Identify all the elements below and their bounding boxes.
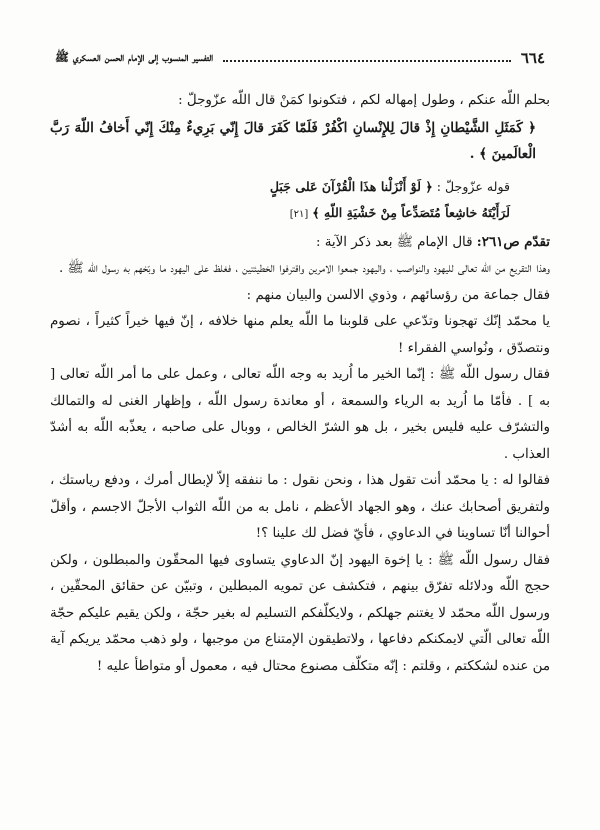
running-header [55,44,545,72]
verse-line-1 [50,174,550,201]
header-dotted-rule [223,54,511,62]
quran-quote: ﴿ كَمَثَلِ الشَّيْطانِ إِذْ قالَ لِلإِنْسانِ اكْفُرْ فَلَمّا كَفَرَ قالَ إِنّي بَرِيءٌ مِنْكَ إِنّي أَخافُ اللّهَ رَبَّ الْعالَمينَ ﴾ . [50,119,536,162]
paragraph-5: فقالوا له : يا محمّد أنت تقول هذا ، ونحن نقول : ما ننفقه إلاّ لإبطال أمرك ، ودفع رياستك ، ولتفريق أصحابك عنك ، وهو الجهاد الأعظم ، نامل به من اللّه الثواب الأجلّ الاجسم ، وأقلّ أحوالنا أنّا تساوينا في الدعاوي ، فأيّ فضل لك علينا ؟! [50,473,550,541]
paragraph-2: فقال جماعة من رؤسائهم ، وذوي الالسن والبيان منهم : [246,287,550,303]
section-rest: قال الإمام ﷺ بعد ذكر الآية : [315,234,473,250]
paragraph-6: فقال رسول اللّه ﷺ : يا إخوة اليهود إنّ الدعاوي يتساوى فيها المحقّون والمبطلون ، ولكن حجج اللّه ودلائله تفرّق بينهم ، فتكشف عن تمويه المبطلين ، وتبيّن عن حقائق المحقّين ، ورسول اللّه محمّد لا يغتنم جهلكم ، ولايكلّفكم التسليم له بغير حجّة ، ولكن يقيم عليكم حجّة اللّه تعالى الّتي لايمكنكم دفاعها ، ولاتطيقون الإمتناع من موجبها ، ولو ذهب محمّد يريكم آية من عنده لشككتم ، وقلتم : إنّه متكلّف مصنوع محتال فيه ، معمول أو متواطأ عليه ! [50,552,550,674]
paragraph-1: وهذا التقريع من اللّه تعالى لليهود والنواصب ، واليهود جمعوا الامرين واقترفوا الخطيئتين ، فغلظ على اليهود ما وبّخهم به رسول اللّه ﷺ . [58,261,550,276]
section-lead: تقدّم ص٢٦١: [476,233,550,250]
verse-intro: قوله عزّوجلّ : [436,178,510,194]
verse-reference: [٢١] [289,209,309,220]
section-heading [50,229,550,257]
page-number: ٦٦٤ [520,49,545,67]
verse-text-1: ﴿ لَوْ أَنْزَلْنا هذَا الْقُرْآنَ عَلى جَبَلٍ [269,178,433,194]
page-body [50,88,550,680]
verse-text-2: لَرَأَيْتَهُ خاشِعاً مُتَصَدِّعاً مِنْ خَشْيَةِ اللّهِ ﴾ [312,205,510,220]
paragraph-3: يا محمّد إنّك تهجونا وتدّعي على قلوبنا ما اللّه يعلم منها خلافه ، إنّ فيها خيراً كثيراً ، نصوم ونتصدّق ، ونُواسي الفقراء ! [50,314,550,356]
book-title: التفسير المنسوب إلى الإمام الحسن العسكري ﷺ [55,49,214,64]
intro-line: بحلم اللّه عنكم ، وطول إمهاله لكم ، فتكونوا كمَنْ قال اللّه عزّوجلّ : [178,93,550,108]
verse-line-2 [50,200,550,229]
paragraph-4: فقال رسول اللّه ﷺ : إنّما الخير ما اُريد به وجه اللّه تعالى ، وعمل على ما أمر اللّه تعالى [ به ] . فأمّا ما اُريد به الرياء والسمعة ، أو معاندة رسول اللّه ، وإظهار الغنى له والتمالك والتشرّف عليه فليس بخير ، بل هو الشرّ الخالص ، ووبال على صاحبه ، يعذّبه اللّه به أشدّ العذاب . [50,367,550,462]
